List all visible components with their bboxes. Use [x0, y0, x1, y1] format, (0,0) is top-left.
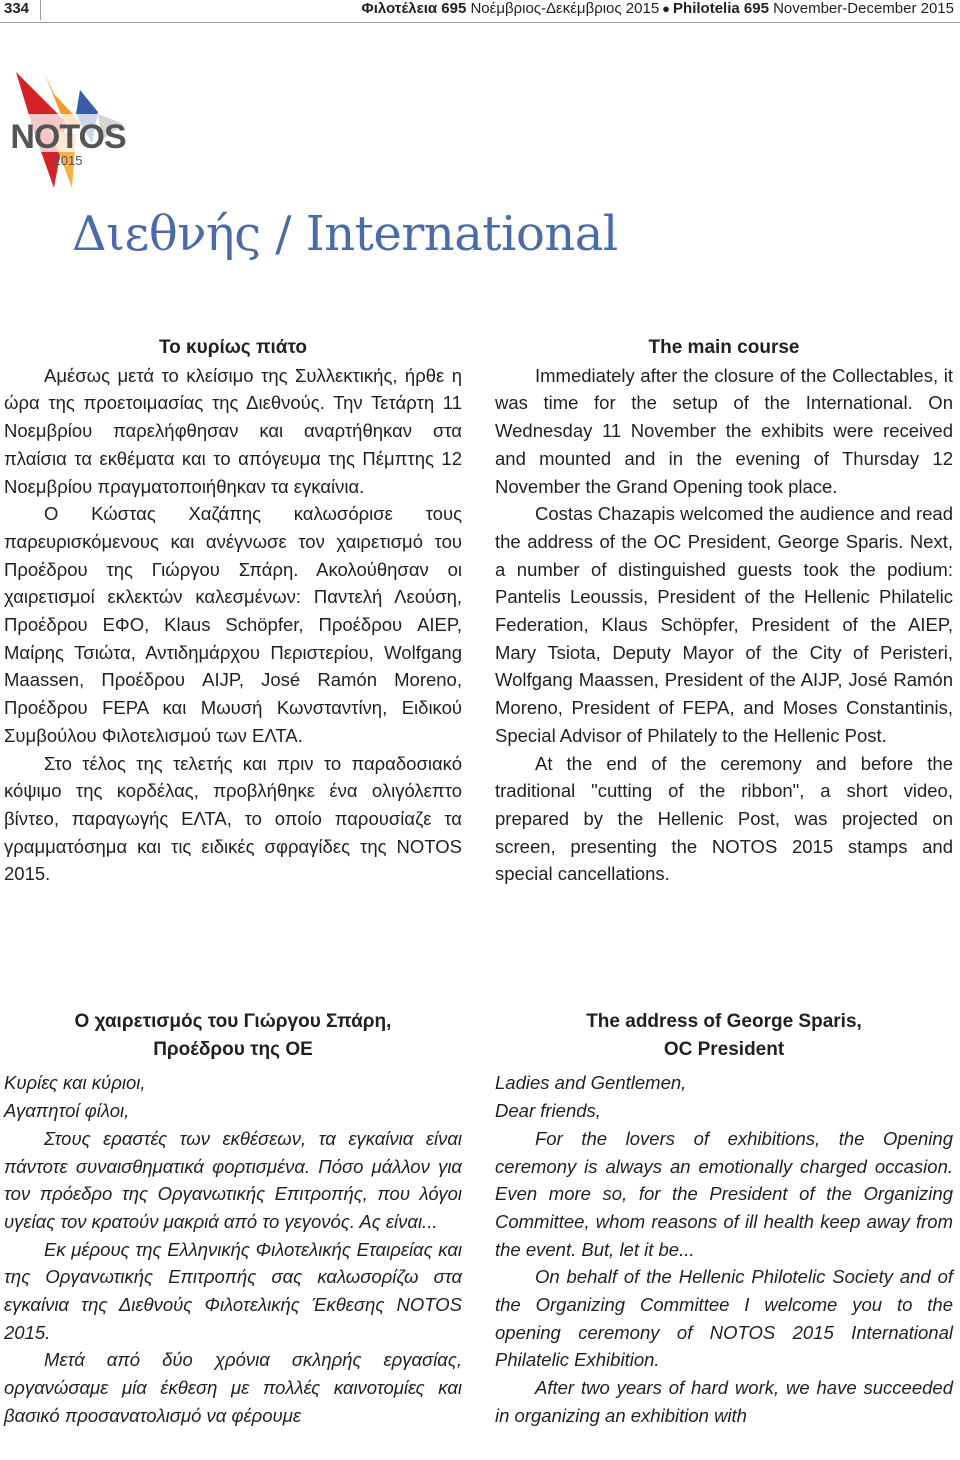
greek-column-main — [4, 334, 462, 888]
running-head — [361, 0, 954, 17]
greek-address-heading-line1: Ο χαιρετισμός του Γιώργου Σπάρη, — [74, 1011, 392, 1032]
section-title: Διεθνής / International — [72, 206, 618, 262]
english-paragraph-1: Immediately after the closure of the Collectables, it was time for the setup of the International. On Wednesday 11 November the exhibits were received and mounted and in the evening of Thursday 12 November the Grand Opening took place. — [495, 364, 953, 497]
greek-column-address — [4, 1008, 462, 1430]
greek-address-paragraph-1: Στους εραστές των εκθέσεων, τα εγκαίνια είναι πάντοτε συναισθηματικά φορτισμένα. Πόσο μάλλον για τον πρόεδρο της Οργανωτικής Επιτροπής, που λόγοι υγείας τον κρατούν μακριά από το γεγονός. Ας είναι... — [4, 1127, 462, 1232]
english-address-heading-line1: The address of George Sparis, — [586, 1011, 862, 1032]
greek-address-paragraph-2: Εκ μέρους της Ελληνικής Φιλοτελικής Εταιρείας και της Οργανωτικής Επιτροπής σας καλωσορίζω στα εγκαίνια της Διεθνούς Φιλοτελικής Έκθεσης NOTOS 2015. — [4, 1238, 462, 1343]
english-paragraph-2: Costas Chazapis welcomed the audience and read the address of the OC President, George Sparis. Next, a number of distinguished guests took the podium: Pantelis Leoussis, President of the Hellenic Philatelic Federation, Klaus Schöpfer, President of the AIEP, Mary Tsiota, Deputy Mayor of the City of Peristeri, Wolfgang Maassen, President of the AIJP, José Ramón Moreno, President of FEPA, and Moses Constantinis, Special Advisor of Philately to the Hellenic Post. — [495, 503, 953, 746]
greek-address-paragraph-3: Μετά από δύο χρόνια σκληρής εργασίας, οργανώσαμε μία έκθεση με πολλές καινοτομίες και βασικό προσανατολισμό να φέρουμε — [4, 1349, 462, 1426]
logo-wordmark: NOTOS — [10, 118, 126, 156]
greek-address-heading-line2: Προέδρου της ΟΕ — [153, 1038, 313, 1060]
page-number: 334 — [4, 0, 30, 17]
greek-paragraph-3: Στο τέλος της τελετής και πριν το παραδοσιακό κόψιμο της κορδέλας, προβλήθηκε ένα ολιγόλεπτο βίντεο, παραγωγής ΕΛΤΑ, το οποίο παρουσίαζε τα γραμματόσημα και τις ειδικές σφραγίδες της NOTOS 2015. — [4, 752, 462, 885]
header-divider — [40, 0, 41, 20]
running-head-greek-date: Νοέμβριος-Δεκέμβριος 2015 — [470, 0, 660, 17]
english-paragraph-3: At the end of the ceremony and before the traditional "cutting of the ribbon", a short video, prepared by the Hellenic Post, was projected on screen, presenting the NOTOS 2015 stamps and special cancellations. — [495, 752, 953, 885]
page-header — [0, 0, 960, 23]
english-column-address — [495, 1008, 953, 1430]
notos-2015-logo — [6, 70, 130, 195]
english-salutation-1: Ladies and Gentlemen, — [495, 1072, 687, 1094]
english-column-main — [495, 334, 953, 888]
english-address-paragraph-2: On behalf of the Hellenic Philotelic Society and of the Organizing Committee I welcome you to the opening ceremony of NOTOS 2015 International Philatelic Exhibition. — [495, 1266, 953, 1371]
english-salutation-2: Dear friends, — [495, 1100, 601, 1122]
greek-salutation-2: Αγαπητοί φίλοι, — [4, 1100, 130, 1122]
running-head-english-date: November-December 2015 — [773, 0, 954, 17]
greek-heading: Το κυρίως πιάτο — [158, 337, 308, 358]
english-heading: The main course — [648, 337, 800, 358]
english-address-heading-line2: OC President — [663, 1038, 785, 1060]
bullet-separator: ● — [662, 1, 671, 16]
running-head-greek-title: Φιλοτέλεια 695 — [361, 0, 467, 17]
greek-salutation-1: Κυρίες και κύριοι, — [4, 1072, 146, 1094]
english-address-paragraph-3: After two years of hard work, we have succeeded in organizing an exhibition with — [495, 1377, 953, 1426]
english-address-paragraph-1: For the lovers of exhibitions, the Opening ceremony is always an emotionally charged occasion. Even more so, for the President of the Organizing Committee, whom reasons of ill health keep away from the event. But, let it be... — [495, 1127, 953, 1260]
greek-paragraph-2: Ο Κώστας Χαζάπης καλωσόρισε τους παρευρισκόμενους και ανέγνωσε τον χαιρετισμό του Προέδρου της Γιώργου Σπάρη. Ακολούθησαν οι χαιρετισμοί εκλεκτών καλεσμένων: Παντελή Λεούση, Προέδρου ΕΦΟ, Klaus Schöpfer, Προέδρου AIEP, Μαίρης Τσιώτα, Αντιδημάρχου Περιστερίου, Wolfgang Maassen, Προέδρου AIJP, José Ramón Moreno, Προέδρου FEPA και Μωυσή Κωνσταντίνη, Ειδικού Συμβούλου Φιλοτελισμού των ΕΛΤΑ. — [4, 503, 462, 746]
greek-paragraph-1: Αμέσως μετά το κλείσιμο της Συλλεκτικής, ήρθε η ώρα της προετοιμασίας της Διεθνούς. Την Τετάρτη 11 Νοεμβρίου παρελήφθησαν και αναρτήθηκαν στα πλαίσια τα εκθέματα και το απόγευμα της Πέμπτης 12 Νοεμβρίου πραγματοποιήθηκαν τα εγκαίνια. — [4, 364, 462, 497]
logo-year: 2015 — [53, 153, 83, 168]
running-head-english-title: Philotelia 695 — [673, 0, 769, 17]
